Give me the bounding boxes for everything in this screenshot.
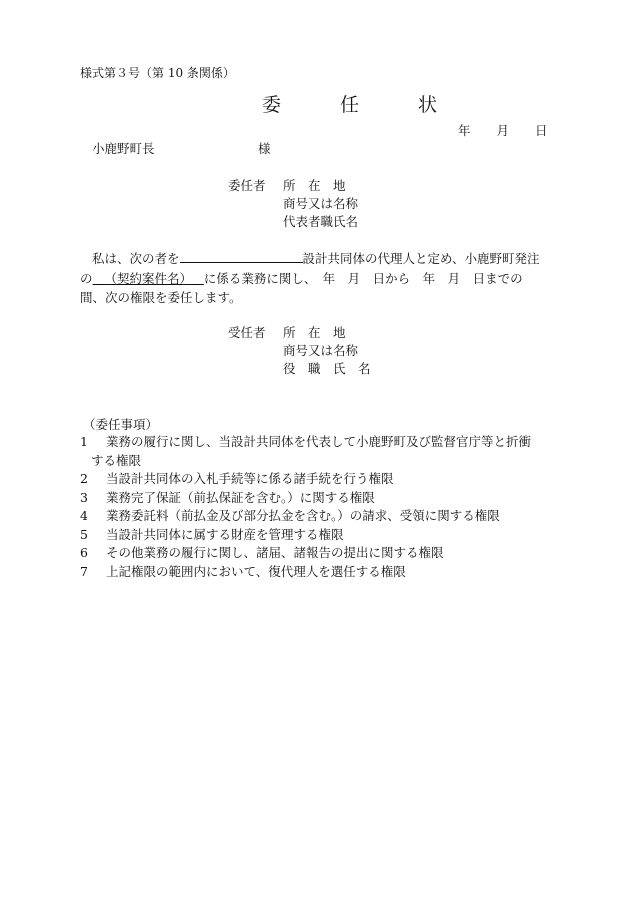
list-item: [80, 544, 590, 563]
statement-start: 私は、次の者を: [92, 251, 180, 266]
date-line: [458, 121, 548, 139]
statement-period: に係る業務に関し、 年 月 日から 年 月 日までの: [203, 270, 523, 286]
item-text: その他業務の履行に関し、諸届、諸報告の提出に関する権限: [106, 545, 444, 560]
delegate-title-name-label: 役 職 氏 名: [283, 361, 371, 376]
delegator-company-label: 商号又は名称: [283, 196, 359, 211]
item-text: 業務委託料（前払金及び部分払金を含む。）の請求、受領に関する権限: [106, 508, 500, 523]
delegator-representative-label: 代表者職氏名: [283, 214, 359, 229]
item-text: 当設計共同体の入札手続等に係る諸手続を行う権限: [106, 471, 394, 486]
delegate-company-label: 商号又は名称: [283, 343, 359, 358]
item-text: 上記権限の範囲内において、復代理人を選任する権限: [106, 563, 406, 579]
consortium-name-blank: [180, 250, 303, 263]
item-text: 業務完了保証（前払保証を含む。）に関する権限: [106, 489, 375, 505]
list-item: [80, 433, 590, 470]
list-item: [80, 489, 590, 508]
item-number: 7: [80, 563, 88, 579]
item-number: 6: [80, 545, 88, 560]
item-number: 5: [80, 526, 88, 542]
date-year: 年: [458, 123, 471, 138]
matters-list: [80, 433, 590, 581]
contract-name-placeholder: [93, 271, 204, 286]
delegator-role: 委任者: [228, 178, 266, 193]
delegation-statement: [80, 249, 580, 308]
delegator-address-label: 所 在 地: [283, 178, 346, 193]
form-number: 様式第３号（第 10 条関係）: [80, 66, 235, 80]
statement-end: 設計共同体の代理人と定め、小鹿野町発注: [302, 251, 540, 266]
item-text: 業務の履行に関し、当設計共同体を代表して小鹿野町及び監督官庁等と折衝: [106, 434, 532, 449]
item-text-continued: する権限: [91, 452, 142, 468]
addressee-name: 小鹿野町長: [92, 141, 155, 156]
item-text: 当設計共同体に属する財産を管理する権限: [106, 526, 344, 542]
statement-line-3: 間、次の権限を委任します。: [80, 290, 242, 305]
date-month: 月: [496, 123, 510, 138]
item-number: 1: [80, 434, 88, 449]
delegate-address-label: 所 在 地: [283, 325, 346, 340]
document-title: 委 任 状: [262, 94, 458, 116]
statement-line-1: [80, 249, 580, 269]
addressee-honorific: 様: [258, 141, 271, 156]
item-number: 4: [80, 508, 88, 523]
date-day: 日: [535, 123, 548, 138]
list-item: [80, 470, 590, 489]
statement-line-2: [80, 269, 580, 289]
list-item: [80, 563, 590, 582]
item-number: 3: [80, 489, 88, 505]
list-item: [80, 507, 590, 526]
item-number: 2: [80, 471, 88, 486]
item-text-wrap: [91, 433, 590, 470]
matters-heading: （委任事項）: [83, 417, 159, 432]
delegate-role: 受任者: [228, 325, 266, 340]
list-item: [80, 526, 590, 545]
contract-name-text: （契約案件名）: [104, 270, 192, 286]
statement-prefix: の: [80, 270, 93, 286]
